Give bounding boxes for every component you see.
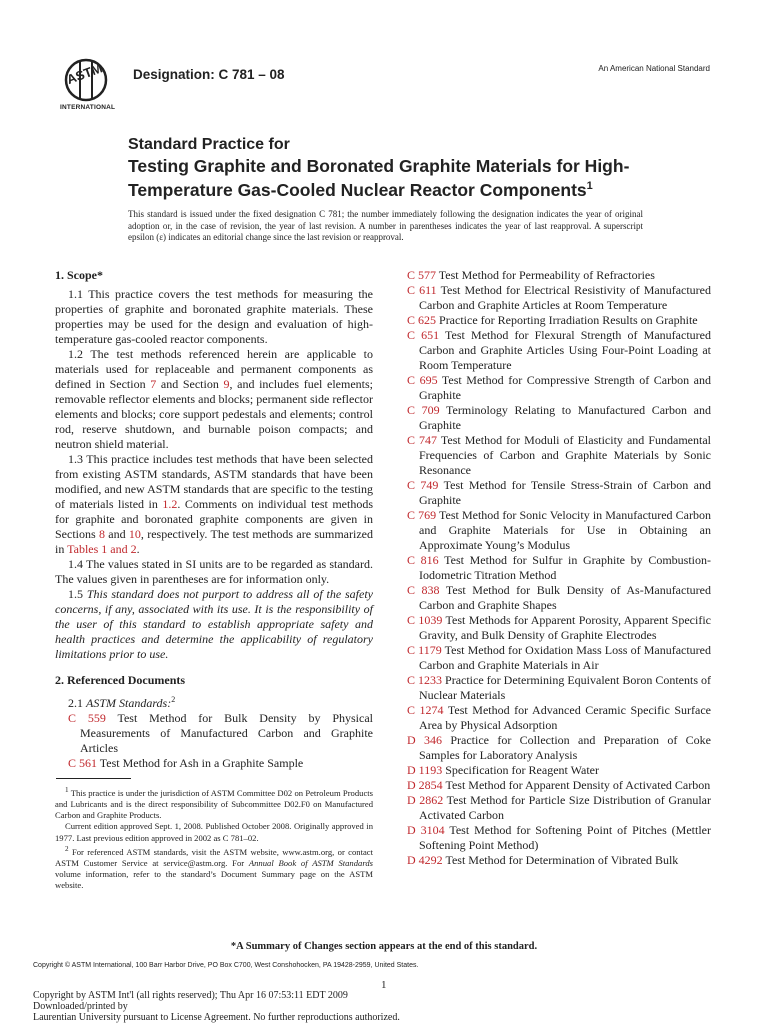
reference-code-link[interactable]: C 651 (407, 328, 440, 342)
reference-title: Test Method for Bulk Density by Physical Measurements of Manufactured Carbon and Graphite Articles (80, 711, 373, 755)
section-2-heading: 2. Referenced Documents (55, 673, 186, 687)
reference-list-right (407, 268, 711, 868)
reference-code-link[interactable]: C 559 (68, 711, 106, 725)
footnote-2: $^2$ For referenced ASTM standards, visit the ASTM website, www.astm.org, or contact ASTM Customer Service at service@astm.org. For Annual Book of ASTM Standards volume information, refer to the standard’s Document Summary page on the ASTM website. (55, 844, 373, 891)
reference-code-link[interactable]: C 747 (407, 433, 438, 447)
reference-code-link[interactable]: C 838 (407, 583, 440, 597)
reference-code-link[interactable]: D 2862 (407, 793, 444, 807)
reference-title: Test Method for Flexural Strength of Manufactured Carbon and Graphite Articles Using Four-Point Loading at Room Temperature (419, 328, 711, 372)
download-notice-line-2: Downloaded/printed by (33, 1001, 128, 1012)
reference-code-link[interactable]: C 561 (68, 756, 98, 770)
footnotes (55, 785, 373, 892)
section-1-heading: 1. Scope* (55, 268, 103, 282)
reference-item (407, 433, 711, 478)
document-title (128, 156, 668, 200)
reference-code-link[interactable]: C 1039 (407, 613, 443, 627)
reference-item (407, 508, 711, 553)
reference-code-link[interactable]: D 3104 (407, 823, 445, 837)
reference-title: Test Method for Advanced Ceramic Specific Surface Area by Physical Adsorption (419, 703, 711, 732)
reference-item (407, 793, 711, 823)
reference-title: Test Method for Softening Point of Pitches (Mettler Softening Point Method) (419, 823, 711, 852)
reference-item (407, 673, 711, 703)
footnote-1: $^1$ This practice is under the jurisdiction of ASTM Committee D02 on Petroleum Products and Lubricants and is the direct responsibility of Subcommittee D02.F0 on Manufactured Carbon and Graphite Products. (55, 786, 373, 821)
reference-code-link[interactable]: C 816 (407, 553, 439, 567)
reference-title: Test Method for Ash in a Graphite Sample (97, 756, 304, 770)
link-section-8[interactable]: 8 (98, 527, 105, 541)
designation: Designation: C 781 – 08 (133, 67, 285, 82)
reference-item (407, 763, 711, 778)
footnote-divider (56, 778, 131, 779)
reference-code-link[interactable]: D 1193 (407, 763, 443, 777)
reference-item (407, 778, 711, 793)
reference-title: Test Method for Sulfur in Graphite by Combustion-Iodometric Titration Method (419, 553, 711, 582)
reference-code-link[interactable]: C 695 (407, 373, 438, 387)
paragraph-2-1: 2.1 ASTM Standards:$^2$ (68, 695, 176, 710)
reference-item (407, 643, 711, 673)
reference-code-link[interactable]: D 346 (407, 733, 443, 747)
reference-title: Terminology Relating to Manufactured Carbon and Graphite (419, 403, 711, 432)
paragraph-1-1: 1.1 This practice covers the test methods for measuring the properties of graphite and boronated graphite materials. These properties may be used for the design and evaluation of high-temperature gas-cooled reactor components. (55, 287, 373, 346)
title-block (128, 136, 668, 200)
link-section-10[interactable]: 10 (128, 527, 141, 541)
reference-title: Test Method for Tensile Stress-Strain of Carbon and Graphite (419, 478, 711, 507)
svg-text:ASTM: ASTM (64, 60, 105, 88)
reference-title: Test Method for Particle Size Distribution of Granular Activated Carbon (419, 793, 711, 822)
link-section-9[interactable]: 9 (223, 377, 230, 391)
reference-code-link[interactable]: C 625 (407, 313, 437, 327)
reference-title: Practice for Collection and Preparation of Coke Samples for Laboratory Analysis (419, 733, 711, 762)
paragraph-1-5: 1.5 This standard does not purport to address all of the safety concerns, if any, associated with its use. It is the responsibility of the user of this standard to establish appropriate safety and health practices and determine the applicability of regulatory limitations prior to use. (55, 587, 373, 661)
reference-code-link[interactable]: C 577 (407, 268, 437, 282)
national-standard-label: An American National Standard (598, 64, 710, 73)
download-notice-line-1: Copyright by ASTM Int'l (all rights reserved); Thu Apr 16 07:53:11 EDT 2009 (33, 990, 348, 1001)
reference-item (407, 733, 711, 763)
reference-title: Test Method for Apparent Density of Activated Carbon (442, 778, 711, 792)
page-number: 1 (381, 979, 387, 991)
left-column (55, 268, 373, 771)
reference-item (407, 583, 711, 613)
reference-title: Test Method for Moduli of Elasticity and Fundamental Frequencies of Carbon and Graphite Materials by Sonic Resonance (419, 433, 711, 477)
reference-list-left (55, 711, 373, 771)
paragraph-1-3: 1.3 This practice includes test methods that have been selected from existing ASTM standards, ASTM standards that have been modified, and new ASTM standards that are specific to the testing of materials listed in 1.2. Comments on individual test methods for graphite and boronated graphite components are given in Sections 8 and 10, respectively. The test methods are summarized in Tables 1 and 2. (55, 452, 374, 556)
title-footnote-mark: 1 (586, 180, 593, 192)
reference-item (407, 553, 711, 583)
reference-title: Test Method for Bulk Density of As-Manufactured Carbon and Graphite Shapes (419, 583, 711, 612)
astm-logo (60, 56, 122, 116)
reference-title: Test Method for Oxidation Mass Loss of Manufactured Carbon and Graphite Materials in Air (419, 643, 711, 672)
logo-text: INTERNATIONAL (60, 104, 116, 111)
reference-title: Specification for Reagent Water (442, 763, 599, 777)
reference-code-link[interactable]: C 611 (407, 283, 437, 297)
reference-title: Test Method for Compressive Strength of Carbon and Graphite (419, 373, 711, 402)
paragraph-1-2: 1.2 The test methods referenced herein are applicable to materials used for replaceable and permanent components as defined in Section 7 and Section 9, and includes fuel elements; removable reflector elements and blocks; permanent side reflector elements and blocks; core support pedestals and elements; control rod, reserve shutdown, and burnable poison compacts; and neutron shield material. (55, 347, 373, 451)
reference-code-link[interactable]: C 1233 (407, 673, 443, 687)
title-text: Testing Graphite and Boronated Graphite Materials for High-Temperature Gas-Cooled Nuclear Reactor Components (128, 156, 630, 200)
link-1-2[interactable]: 1.2 (162, 497, 178, 511)
reference-item (68, 756, 373, 771)
reference-code-link[interactable]: D 2854 (407, 778, 443, 792)
reference-code-link[interactable]: C 709 (407, 403, 440, 417)
reference-code-link[interactable]: C 1179 (407, 643, 442, 657)
reference-title: Test Method for Permeability of Refractories (436, 268, 655, 282)
reference-item (407, 403, 711, 433)
intro-paragraph: This standard is issued under the fixed designation C 781; the number immediately following the designation indicates the year of original adoption or, in the case of revision, the year of last revision. A number in parentheses indicates the year of last reapproval. A superscript epsilon (ε) indicates an editorial change since the last revision or reapproval. (128, 209, 643, 243)
download-notice (33, 990, 400, 1023)
reference-item (407, 373, 711, 403)
download-notice-line-3: Laurentian University pursuant to License Agreement. No further reproductions authorized. (33, 1012, 400, 1023)
title-line-1: Standard Practice for (128, 136, 290, 153)
reference-code-link[interactable]: C 1274 (407, 703, 444, 717)
reference-item (407, 478, 711, 508)
reference-item (407, 823, 711, 853)
reference-item (407, 703, 711, 733)
reference-item (407, 328, 711, 373)
summary-note: *A Summary of Changes section appears at the end of this standard. (230, 941, 538, 952)
link-section-7[interactable]: 7 (150, 377, 157, 391)
reference-code-link[interactable]: D 4292 (407, 853, 443, 867)
reference-item (407, 283, 711, 313)
reference-title: Practice for Determining Equivalent Boron Contents of Nuclear Materials (419, 673, 711, 702)
footnote-1-edition: Current edition approved Sept. 1, 2008. Published October 2008. Originally approved in 1977. Last previous edition approved in 2002 as C 781–02. (55, 821, 373, 843)
reference-item (407, 268, 711, 283)
reference-item (407, 613, 711, 643)
reference-title: Test Method for Determination of Vibrated Bulk (442, 853, 679, 867)
reference-title: Test Method for Electrical Resistivity of Manufactured Carbon and Graphite Articles at Room Temperature (419, 283, 711, 312)
reference-item (68, 711, 373, 756)
reference-title: Test Method for Sonic Velocity in Manufactured Carbon and Graphite Materials for Use in Obtaining an Approximate Young’s Modulus (419, 508, 711, 552)
reference-code-link[interactable]: C 749 (407, 478, 439, 492)
reference-code-link[interactable]: C 769 (407, 508, 437, 522)
paragraph-1-4: 1.4 The values stated in SI units are to be regarded as standard. The values given in parentheses are for information only. (55, 557, 373, 586)
link-tables-1-2[interactable]: Tables 1 and 2 (67, 542, 137, 556)
reference-item (407, 313, 711, 328)
reference-title: Practice for Reporting Irradiation Results on Graphite (436, 313, 698, 327)
copyright-line: Copyright © ASTM International, 100 Barr Harbor Drive, PO Box C700, West Conshohocken, PA 19428-2959, United States. (33, 962, 419, 969)
reference-item (407, 853, 711, 868)
reference-title: Test Methods for Apparent Porosity, Apparent Specific Gravity, and Bulk Density of Graphite Electrodes (419, 613, 711, 642)
